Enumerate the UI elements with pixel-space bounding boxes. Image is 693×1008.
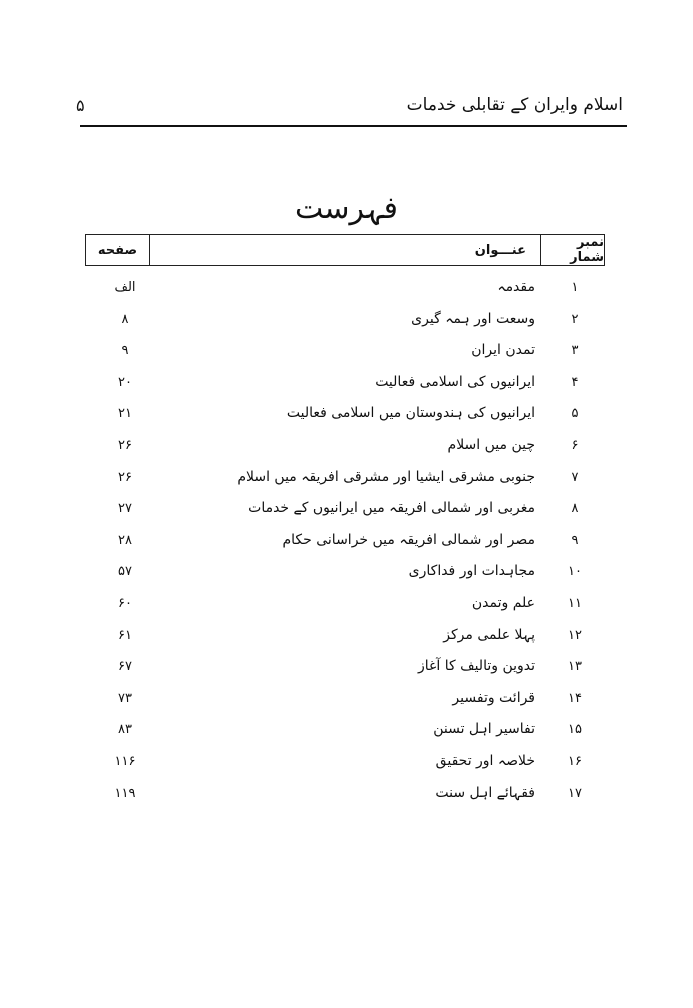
toc-row-title: تدوین وتالیف کا آغاز <box>418 658 535 675</box>
toc-row-number: ۹ <box>571 532 579 548</box>
toc-row-page: ۲۶ <box>118 437 132 453</box>
toc-row-title: تمدن ایران <box>471 342 535 359</box>
toc-row-title: تفاسیر اہل تسنن <box>433 721 535 738</box>
toc-row-number: ۱۷ <box>568 785 582 801</box>
toc-row <box>85 276 605 308</box>
toc-row <box>85 497 605 529</box>
toc-row <box>85 339 605 371</box>
toc-title: فہرست <box>294 191 399 226</box>
toc-row-title: قرائت وتفسیر <box>452 689 535 706</box>
toc-row-title: مجاہدات اور فداکاری <box>408 563 535 580</box>
toc-column-header <box>85 234 605 266</box>
toc-row-page: الف <box>114 280 136 295</box>
toc-row-page: ۹ <box>121 343 129 359</box>
toc-row-number: ۱ <box>571 280 579 295</box>
toc-row-number: ۸ <box>571 501 579 517</box>
toc-row <box>85 687 605 719</box>
toc-row <box>85 592 605 624</box>
toc-row-number: ۷ <box>571 469 579 485</box>
toc-row-page: ۲۷ <box>118 501 132 517</box>
toc-row-page: ۷۳ <box>118 690 132 706</box>
toc-row <box>85 529 605 561</box>
toc-row-page: ۱۱۶ <box>114 753 136 769</box>
toc-row-title: خلاصہ اور تحقیق <box>435 752 535 769</box>
toc-row-title: فقہائے اہل سنت <box>435 784 535 801</box>
header-divider <box>80 125 627 127</box>
toc-row <box>85 718 605 750</box>
toc-list <box>85 276 605 813</box>
toc-row-number: ۱۶ <box>568 753 582 769</box>
toc-row-page: ۱۱۹ <box>114 785 136 801</box>
toc-row-page: ۶۱ <box>118 627 132 643</box>
toc-row-number: ۱۱ <box>568 595 582 611</box>
column-header-title: عنـــوان <box>150 235 541 265</box>
toc-row <box>85 624 605 656</box>
toc-row <box>85 434 605 466</box>
toc-row-title: ایرانیوں کی ہندوستان میں اسلامی فعالیت <box>286 405 535 422</box>
toc-row-title: جنوبی مشرقی ایشیا اور مشرقی افریقہ میں اسلام <box>237 468 535 485</box>
toc-row-number: ۱۴ <box>568 690 582 706</box>
toc-row-number: ۱۵ <box>568 722 582 738</box>
toc-row <box>85 466 605 498</box>
toc-row-title: مقدمہ <box>497 279 535 295</box>
column-header-page: صفحه <box>86 235 150 265</box>
toc-row <box>85 371 605 403</box>
toc-row-number: ۲ <box>571 311 579 327</box>
toc-row <box>85 308 605 340</box>
page-number: ۵ <box>76 96 85 115</box>
toc-row-number: ۶ <box>571 437 579 453</box>
toc-row <box>85 560 605 592</box>
toc-row-page: ۸۳ <box>118 722 132 738</box>
toc-row-number: ۵ <box>571 406 579 422</box>
toc-row-number: ۱۳ <box>568 659 582 675</box>
toc-row <box>85 402 605 434</box>
toc-row-title: ایرانیوں کی اسلامی فعالیت <box>375 373 535 390</box>
toc-row-number: ۱۰ <box>568 564 582 580</box>
toc-row <box>85 782 605 814</box>
toc-row-page: ۲۸ <box>118 532 132 548</box>
toc-row-page: ۵۷ <box>118 564 132 580</box>
toc-row-page: ۲۰ <box>118 374 132 390</box>
toc-row-number: ۴ <box>571 374 579 390</box>
toc-row-title: مصر اور شمالی افریقہ میں خراسانی حکام <box>282 531 535 548</box>
toc-row <box>85 655 605 687</box>
toc-row-page: ۶۰ <box>118 595 132 611</box>
toc-row-title: چین میں اسلام <box>447 436 535 453</box>
toc-row-title: علم وتمدن <box>471 594 535 611</box>
toc-row-title: مغربی اور شمالی افریقہ میں ایرانیوں کے خدمات <box>248 500 535 517</box>
column-header-number: نمبر شمار <box>570 235 604 265</box>
toc-row-page: ۲۶ <box>118 469 132 485</box>
toc-row-page: ۸ <box>121 311 129 327</box>
toc-row <box>85 750 605 782</box>
toc-row-number: ۱۲ <box>568 627 582 643</box>
toc-row-number: ۳ <box>571 343 579 359</box>
book-title-header: اسلام وایران کے تقابلی خدمات <box>406 95 623 115</box>
toc-row-title: پہلا علمی مرکز <box>443 626 535 643</box>
toc-row-page: ۲۱ <box>118 406 132 422</box>
toc-row-page: ۶۷ <box>118 659 132 675</box>
toc-row-title: وسعت اور ہمہ گیری <box>411 310 535 327</box>
